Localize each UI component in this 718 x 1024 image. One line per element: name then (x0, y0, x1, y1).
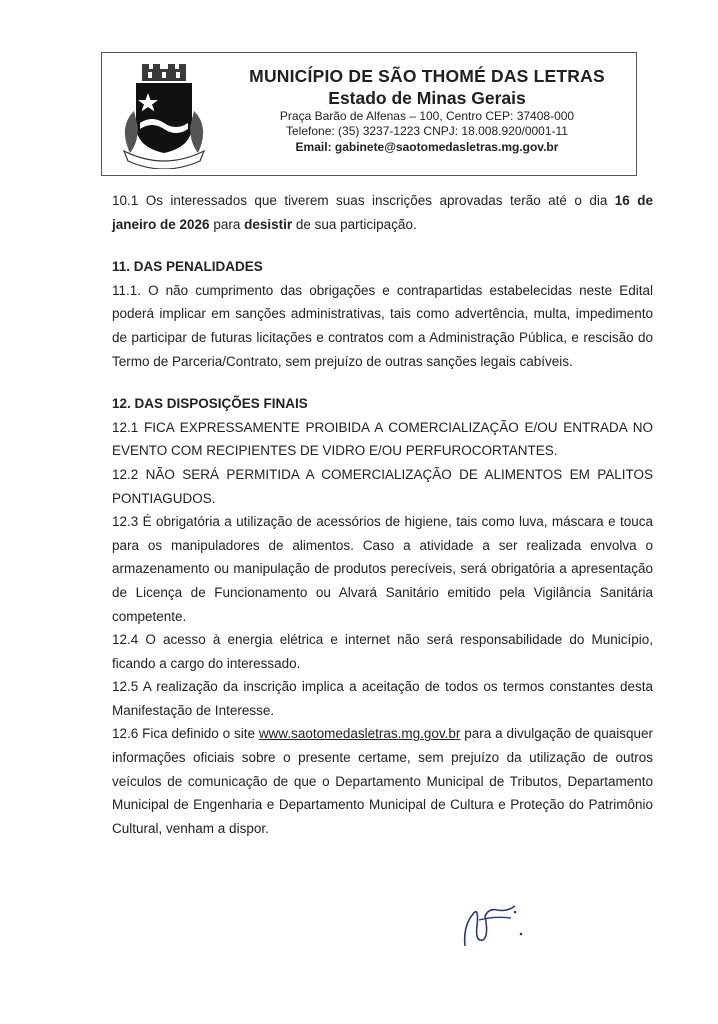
paragraph-11-1: 11.1. O não cumprimento das obrigações e contrapartidas estabelecidas neste Edital poderá implicar em sanções administrativas, tais como advertência, multa, impedimento de participar de futuras licitações e contratos com a Administração Pública, e rescisão do Termo de Parceria/Contrato, sem prejuízo de outras sanções legais cabíveis. (112, 282, 653, 369)
section-12-heading: 12. DAS DISPOSIÇÕES FINAIS (112, 396, 308, 412)
municipality-name: MUNICÍPIO DE SÃO THOMÉ DAS LETRAS (249, 66, 605, 86)
document-body (112, 189, 653, 840)
paragraph-12-6: 12.6 Fica definido o site www.saotomedasletras.mg.gov.br para a divulgação de quaisquer informações oficiais sobre o presente certame, sem prejuízo da utilização de outros veículos de comunicação de que o Departamento Municipal de Tributos, Departamento Municipal de Engenharia e Departamento Municipal de Cultura e Proteção do Patrimônio Cultural, venham a dispor. (112, 726, 654, 836)
address-line: Praça Barão de Alfenas – 100, Centro CEP: 37408-000 (279, 109, 575, 123)
withdraw-word: desistir (244, 216, 293, 232)
state-name: Estado de Minas Gerais (328, 88, 526, 108)
paragraph-10-1: 10.1 Os interessados que tiverem suas inscrições aprovadas terão até o dia 16 de janeiro de 2026 para desistir de sua participação. (112, 193, 653, 232)
municipal-crest-icon (112, 61, 216, 169)
letterhead-text (222, 65, 632, 155)
letterhead (101, 52, 637, 176)
paragraph-12-3: 12.3 É obrigatória a utilização de acessórios de higiene, tais como luva, máscara e touca para os manipuladores de alimentos. Caso a atividade a ser realizada envolva o armazenamento ou manipulação de produtos perecíveis, será obrigatória a apresentação de Licença de Funcionamento ou Alvará Sanitário emitido pela Vigilância Sanitária competente. (112, 514, 653, 624)
phone-line: Telefone: (35) 3237-1223 CNPJ: 18.008.920/0001-11 (286, 124, 568, 138)
paragraph-12-2: 12.2 NÃO SERÁ PERMITIDA A COMERCIALIZAÇÃO DE ALIMENTOS EM PALITOS PONTIAGUDOS. (112, 466, 653, 506)
paragraph-12-1: 12.1 FICA EXPRESSAMENTE PROIBIDA A COMERCIALIZAÇÃO E/OU ENTRADA NO EVENTO COM RECIPIENTES DE VIDRO E/OU PERFUROCORTANTES. (112, 419, 653, 459)
paragraph-12-5: 12.5 A realização da inscrição implica a aceitação de todos os termos constantes desta Manifestação de Interesse. (112, 679, 653, 718)
email-line: Email: gabinete@saotomedasletras.mg.gov.br (295, 140, 559, 154)
paragraph-12-4: 12.4 O acesso à energia elétrica e internet não será responsabilidade do Município, ficando a cargo do interessado. (112, 632, 653, 671)
signature-icon (455, 896, 535, 954)
website-link[interactable]: www.saotomedasletras.mg.gov.br (258, 726, 461, 742)
section-11-heading: 11. DAS PENALIDADES (112, 259, 263, 275)
deadline-date: 16 de janeiro de 2026 (112, 193, 653, 232)
